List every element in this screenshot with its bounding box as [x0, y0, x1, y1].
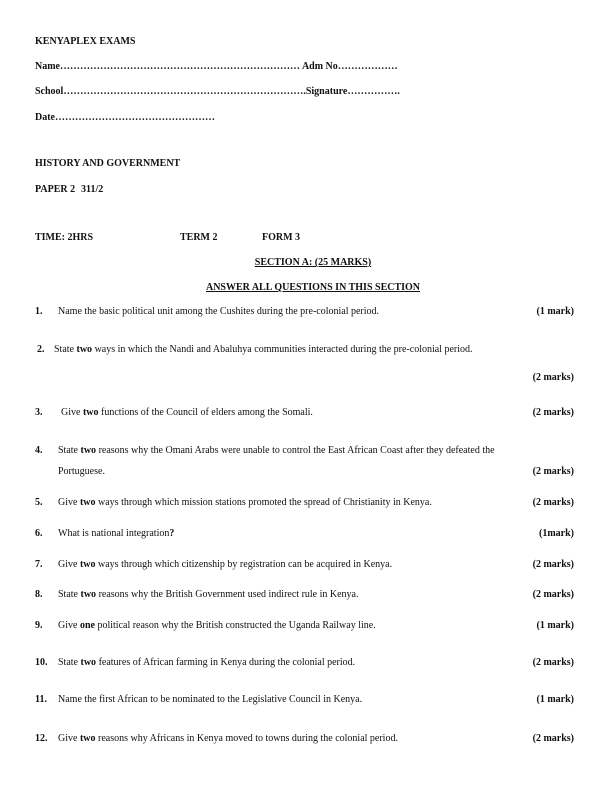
- question-text-post: reasons why the Omani Arabs were unable to control the East African Coast after they defeated the: [96, 445, 495, 456]
- question-text: [58, 559, 392, 571]
- question-text-pre: State: [58, 589, 81, 600]
- question-text: [58, 497, 432, 509]
- question-marks: (2 marks): [532, 589, 574, 600]
- question-number: 11.: [35, 694, 47, 705]
- question-text: [58, 306, 379, 318]
- date-field-line: Date…………………………………………: [35, 112, 215, 123]
- question-text: [58, 528, 174, 540]
- question-text-pre: State: [58, 445, 81, 456]
- time-label: TIME: 2HRS: [35, 232, 94, 243]
- question-number: 1.: [35, 306, 43, 317]
- form-label: FORM 3: [262, 232, 301, 243]
- question-text-bold: ?: [169, 528, 175, 539]
- question-text-pre: Give: [58, 559, 80, 570]
- paper-code: 311/2: [81, 184, 104, 195]
- question-text-pre: Give: [58, 620, 80, 631]
- question-text-bold: two: [80, 589, 97, 600]
- section-instruction: ANSWER ALL QUESTIONS IN THIS SECTION: [205, 282, 421, 293]
- section-title: SECTION A: (25 MARKS): [254, 257, 372, 268]
- question-marks: (1 mark): [536, 620, 574, 631]
- question-marks: (2 marks): [532, 733, 574, 744]
- question-text-post: ways in which the Nandi and Abaluhya communities interacted during the pre-colonial period.: [92, 344, 473, 355]
- question-text: [61, 407, 313, 419]
- question-text-continued: Portuguese.: [58, 466, 105, 477]
- question-text-pre: Name the first African to be nominated to the Legislative Council in Kenya.: [58, 694, 363, 705]
- question-text: [58, 445, 495, 457]
- question-number: 7.: [35, 559, 43, 570]
- question-number: 12.: [35, 733, 48, 744]
- question-text: [58, 657, 355, 669]
- question-text-post: features of African farming in Kenya during the colonial period.: [96, 657, 356, 668]
- question-number: 8.: [35, 589, 43, 600]
- question-text-bold: one: [79, 620, 95, 631]
- question-text-post: political reason why the British constructed the Uganda Railway line.: [94, 620, 376, 631]
- question-number: 9.: [35, 620, 43, 631]
- term-label: TERM 2: [180, 232, 218, 243]
- question-number: 2.: [37, 344, 45, 355]
- question-text-bold: two: [76, 344, 93, 355]
- question-marks: (2 marks): [532, 657, 574, 668]
- school-field-line: School……………………………………………………………….Signature…………….: [35, 86, 400, 97]
- question-number: 5.: [35, 497, 43, 508]
- paper-label: PAPER 2: [35, 184, 76, 195]
- question-marks: (2 marks): [532, 407, 574, 418]
- question-text-bold: two: [80, 445, 97, 456]
- question-marks: (1 mark): [536, 694, 574, 705]
- question-text-post: functions of the Council of elders among the Somali.: [98, 407, 313, 418]
- subject-title: HISTORY AND GOVERNMENT: [35, 158, 181, 169]
- question-text-post: reasons why Africans in Kenya moved to towns during the colonial period.: [95, 733, 398, 744]
- name-field-line: Name……………………………………………………………… Adm No………………: [35, 61, 398, 72]
- question-marks: (2 marks): [532, 372, 574, 383]
- question-text-pre: State: [54, 344, 77, 355]
- question-marks: (1 mark): [536, 306, 574, 317]
- school-name: KENYAPLEX EXAMS: [35, 36, 136, 47]
- question-text-bold: two: [82, 407, 99, 418]
- question-number: 6.: [35, 528, 43, 539]
- question-text-bold: two: [79, 497, 96, 508]
- question-text: [58, 733, 398, 745]
- question-text: [58, 620, 376, 632]
- question-text-bold: two: [80, 657, 97, 668]
- question-text: [58, 694, 362, 706]
- question-text-bold: two: [79, 733, 96, 744]
- question-text-post: reasons why the British Government used indirect rule in Kenya.: [96, 589, 359, 600]
- question-text-pre: Give: [61, 407, 83, 418]
- question-text: [54, 344, 473, 356]
- question-text-pre: Give: [58, 733, 80, 744]
- question-marks: (2 marks): [532, 497, 574, 508]
- question-marks: (2 marks): [532, 559, 574, 570]
- question-marks: (2 marks): [532, 466, 574, 477]
- question-text-pre: State: [58, 657, 81, 668]
- question-text-post: ways through which mission stations promoted the spread of Christianity in Kenya.: [95, 497, 432, 508]
- question-text-pre: What is national integration: [58, 528, 170, 539]
- question-text-post: ways through which citizenship by registration can be acquired in Kenya.: [95, 559, 393, 570]
- question-number: 4.: [35, 445, 43, 456]
- question-number: 3.: [35, 407, 43, 418]
- question-text-pre: Give: [58, 497, 80, 508]
- question-marks: (1mark): [539, 528, 574, 539]
- question-text-pre: Name the basic political unit among the Cushites during the pre-colonial period.: [58, 306, 380, 317]
- question-text-bold: two: [79, 559, 96, 570]
- question-text: [58, 589, 359, 601]
- question-number: 10.: [35, 657, 48, 668]
